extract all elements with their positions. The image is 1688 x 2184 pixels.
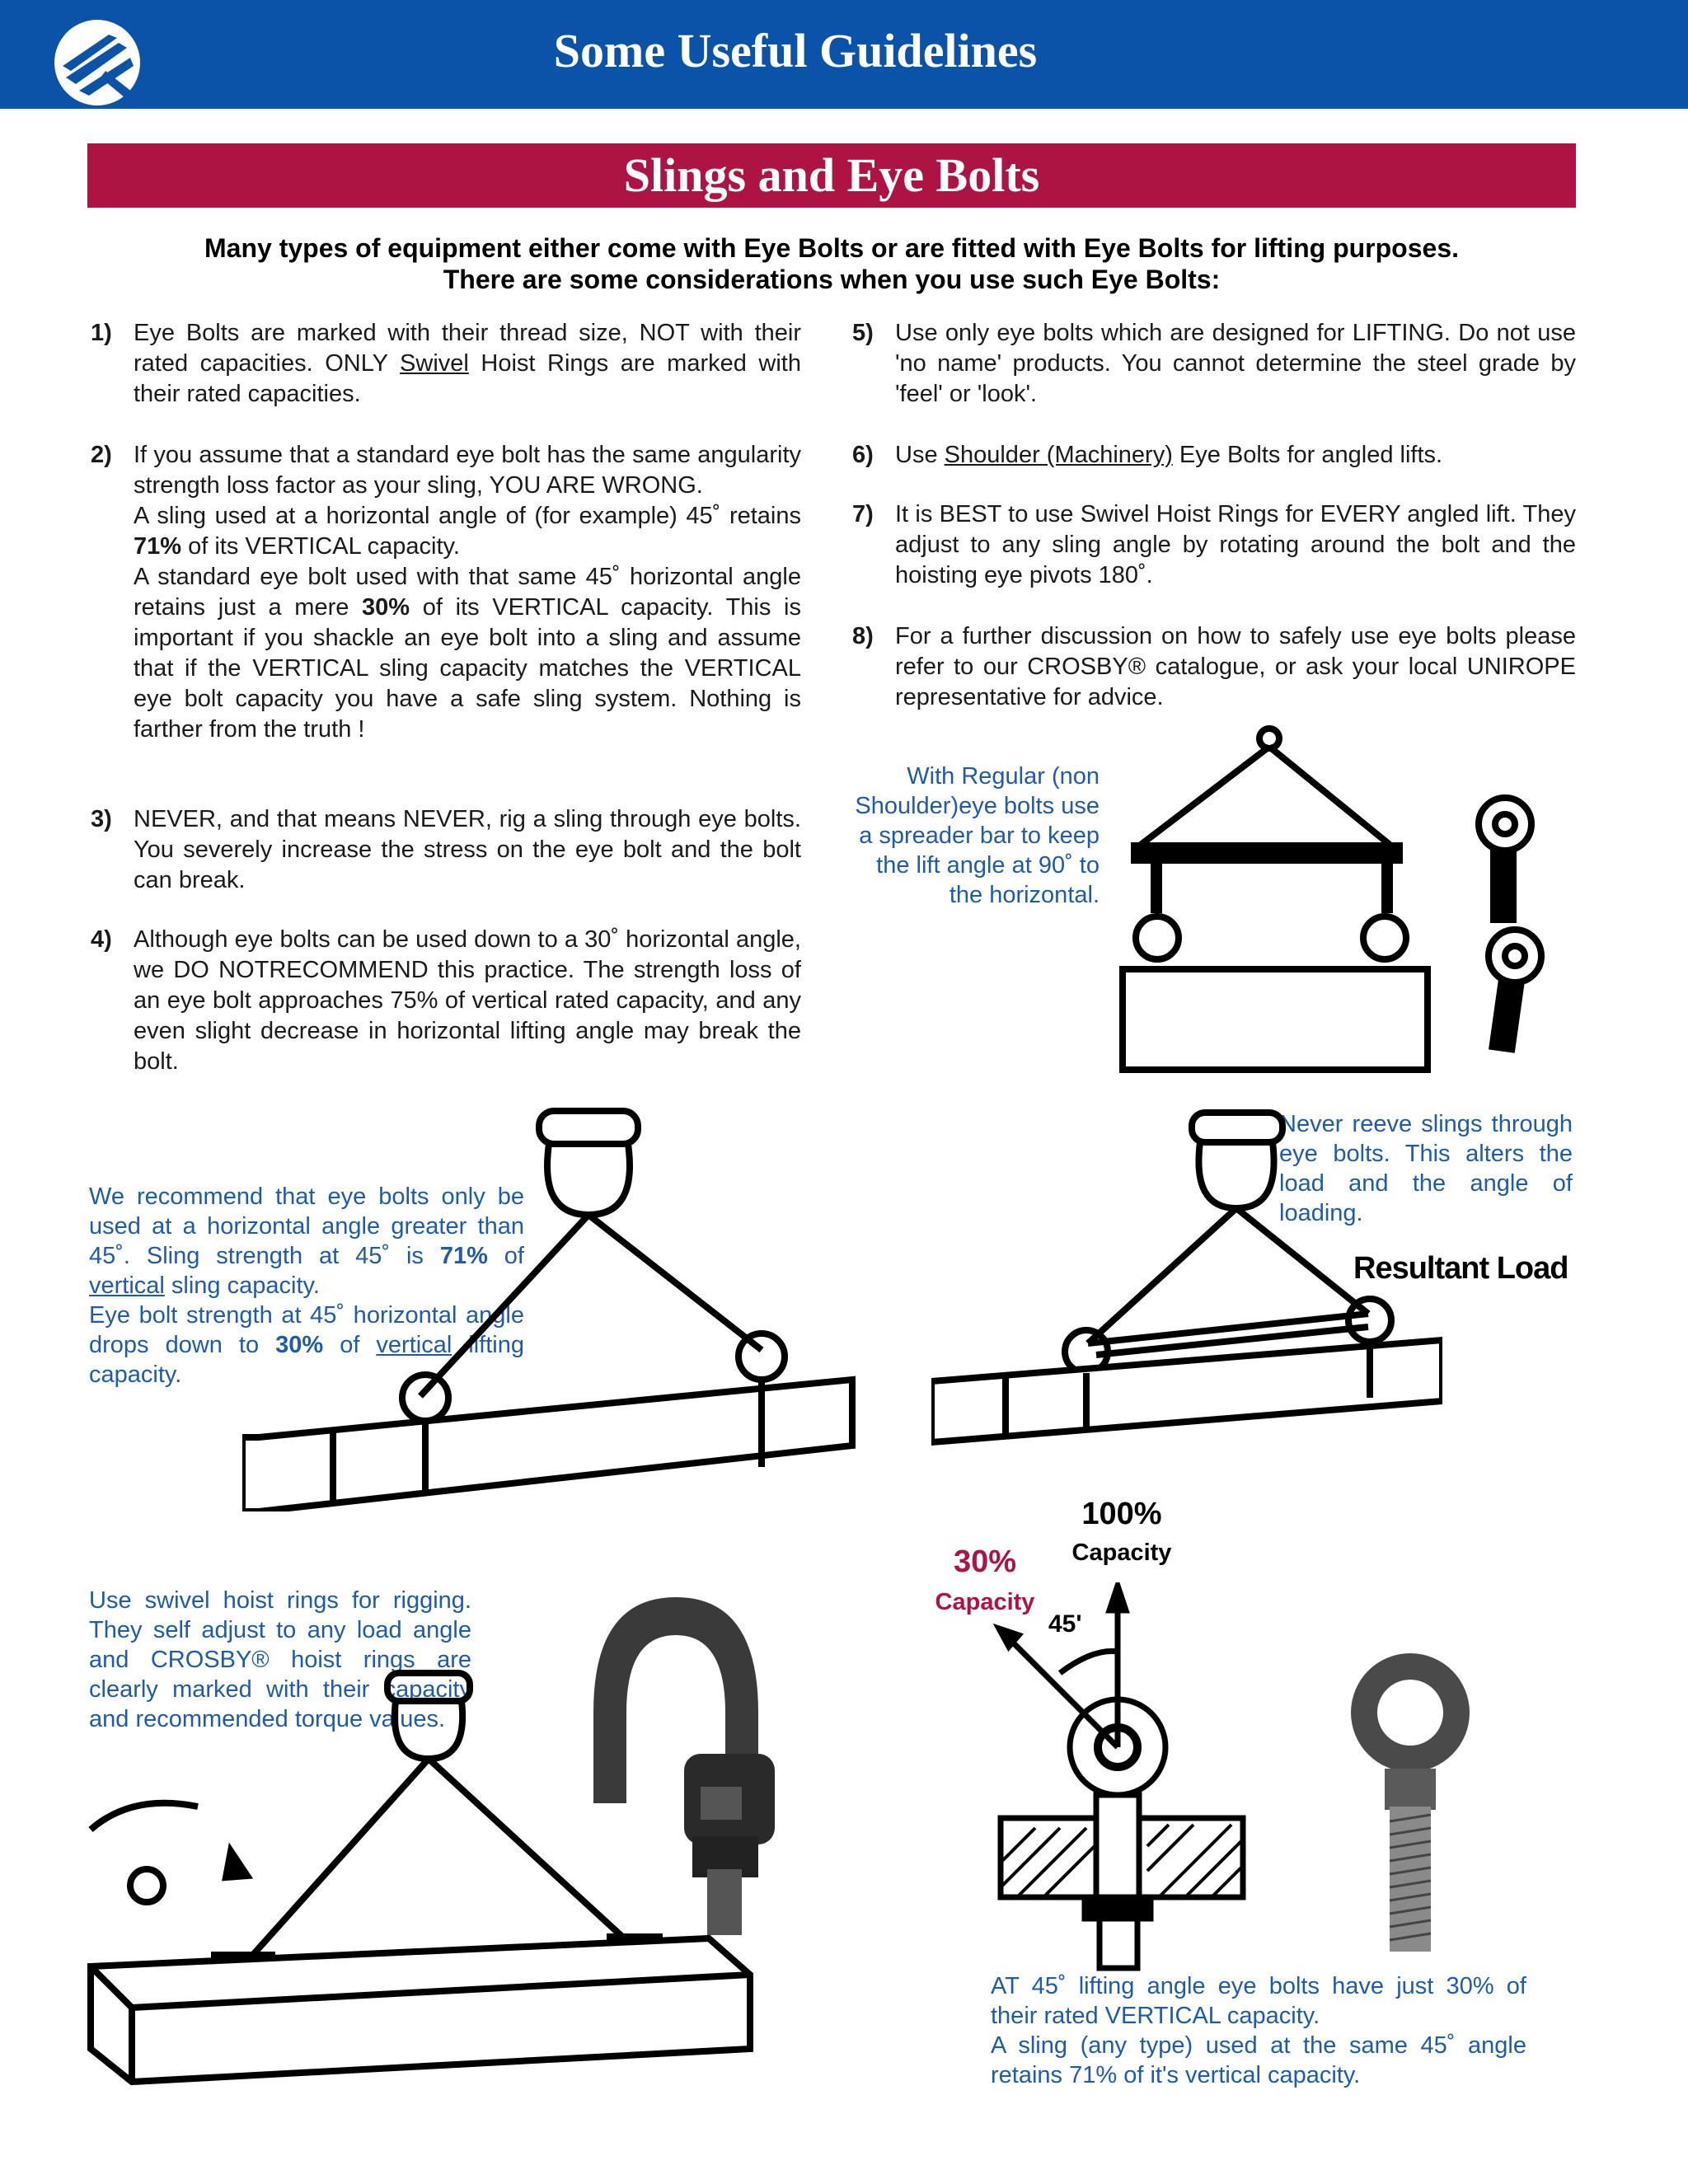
item-number: 8) [852, 623, 874, 649]
guideline-item-5: 5) Use only eye bolts which are designed for LIFTING. Do not use 'no name' products. You cannot determine the steel grade by 'feel' or 'look'. [852, 320, 1576, 407]
page-title: Some Useful Guidelines [553, 24, 1038, 77]
capacity-100-label: Capacity [1071, 1540, 1172, 1566]
swivel-rigging-box-illustration [82, 1661, 758, 2090]
pct-100-label: 100% [1081, 1497, 1162, 1531]
item-number: 1) [91, 320, 112, 346]
item-number: 4) [91, 926, 112, 953]
item-number: 2) [91, 442, 112, 468]
intro-line-1: Many types of equipment either come with Eye Bolts or are fitted with Eye Bolts for lifting purposes. [204, 233, 1459, 263]
shackle-sling-beam-illustration [242, 1099, 860, 1511]
eye-bolt-icons [1464, 791, 1546, 1063]
callout-at-45: AT 45˚ lifting angle eye bolts have just 30% of their rated VERTICAL capacity. A sling (any type) used at the same 45˚ angle retains 71% of it's vertical capacity. [991, 1973, 1526, 2088]
item-number: 6) [852, 442, 874, 468]
callout-never-reeve: Never reeve slings through eye bolts. This alters the load and the angle of loading. [1279, 1111, 1573, 1226]
item-number: 7) [852, 501, 874, 527]
item-number: 3) [91, 806, 112, 832]
guideline-item-7: 7) It is BEST to use Swivel Hoist Rings for EVERY angled lift. They adjust to any sling angle by rotating around the bolt and the hoisting eye pivots 180˚. [852, 501, 1576, 588]
callout-swivel-hoist: Use swivel hoist rings for rigging. They self adjust to any load angle and CROSBY® hoist rings are clearly marked with their capacity and recommended torque values. [89, 1587, 471, 1732]
pct-30-label: 30% [953, 1544, 1017, 1579]
guideline-item-6: 6) Use Shoulder (Machinery) Eye Bolts for angled lifts. [852, 440, 1576, 471]
resultant-load-label: Resultant Load [1353, 1251, 1568, 1286]
angle-45-label: 45' [1048, 1610, 1082, 1638]
capacity-30-label: Capacity [935, 1589, 1035, 1615]
shoulder-eye-bolt-photo [1332, 1645, 1489, 1958]
eye-bolt-capacity-diagram [986, 1582, 1258, 1978]
callout-spreader-bar: With Regular (non Shoulder)eye bolts use a spreader bar to keep the lift angle at 90˚ to the horizontal. [855, 763, 1100, 908]
intro-text [87, 232, 1576, 295]
section-title: Slings and Eye Bolts [623, 148, 1040, 202]
guideline-item-2: 2) If you assume that a standard eye bolt has the same angularity strength loss factor as your sling, YOU ARE WRONG. A sling used at a horizontal angle of (for example) 45˚ retains 71% of its VERTICAL capacity. A standard eye bolt used with that same 45˚ horizontal angle retains just a mere 30% of its VERTICAL capacity. This is important if you shackle an eye bolt into a sling and assume that if the VERTICAL sling capacity matches the VERTICAL eye bolt capacity you have a safe sling system. Nothing is farther from the truth ! [91, 442, 801, 743]
item-number: 5) [852, 320, 874, 346]
guideline-item-4: 4) Although eye bolts can be used down to a 30˚ horizontal angle, we DO NOTRECOMMEND this practice. The strength loss of an eye bolt approaches 75% of vertical rated capacity, and any even slight decrease in horizontal lifting angle may break the bolt. [91, 926, 801, 1075]
guideline-item-3: 3) NEVER, and that means NEVER, rig a sling through eye bolts. You severely increase the stress on the eye bolt and the bolt can break. [91, 806, 801, 893]
callout-recommend-angle: We recommend that eye bolts only be used at a horizontal angle greater than 45˚. Sling strength at 45˚ is 71% of vertical sling capacity. Eye bolt strength at 45˚ horizontal angle drops down to 30% of vertical lifting capacity. [89, 1183, 524, 1388]
spreader-bar-illustration [1113, 722, 1442, 1076]
intro-line-2: There are some considerations when you use such Eye Bolts: [443, 265, 1221, 294]
guideline-item-8: 8) For a further discussion on how to safely use eye bolts please refer to our CROSBY® catalogue, or ask your local UNIROPE representative for advice. [852, 623, 1576, 710]
guideline-item-1: 1) Eye Bolts are marked with their thread size, NOT with their rated capacities. ONLY Swivel Hoist Rings are marked with their rated capacities. [91, 320, 801, 407]
